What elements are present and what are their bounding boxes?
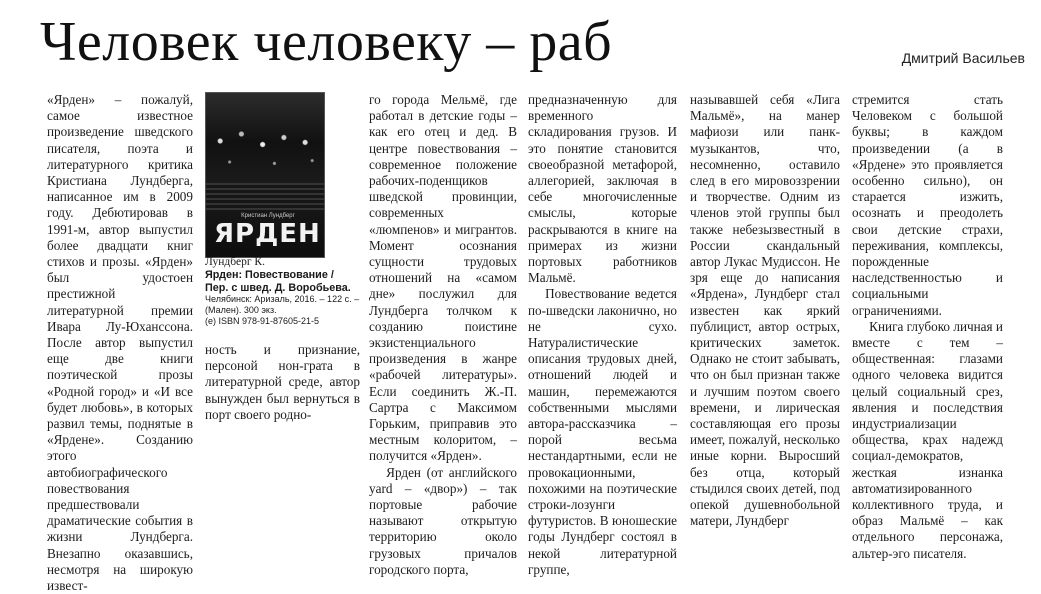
- cover-title: ЯРДЕН: [214, 219, 321, 249]
- port-lights-decoration: [206, 113, 324, 183]
- paragraph: Повествование ведется по-шведски лаконично, но не сухо. Натуралистические описания трудовых дней, отношений людей и машин, перемежаются собственными мыслями автора-рассказчика – порой весьма нестандартными, если не провокационными, похожими на поэтические строки-лозунги футуристов. В юношеские годы Лундберг состоял в некой литературной группе,: [528, 286, 677, 577]
- column-4: [528, 92, 677, 577]
- column-1: [47, 92, 193, 594]
- book-cover-image: [205, 92, 325, 258]
- paragraph: го города Мельмё, где работал в детские годы – как его отец и дед. В центре повествования – современное положение рабочих-поденщиков шведской провинции, современных «люмпенов» и мигрантов. Момент осознания сущности трудовых отношений на «самом дне» послужил для Лундберга толчком к созданию поистине экзистенциального произведения в жанре «рабочей литературы». Если соединить Ж.-П. Сартра с Максимом Горьким, приправив это местным колоритом, – получится «Ярден».: [369, 92, 517, 464]
- book-title: Ярден: Повествование / Пер. с швед. Д. Воробьева.: [205, 269, 351, 294]
- paragraph: ность и признание, персоной нон-грата в литературной среде, автор вынужден был вернуться в порт своего родно-: [205, 342, 360, 422]
- bibliographic-info: [205, 256, 360, 327]
- column-5: [690, 92, 840, 529]
- paragraph: «Ярден» – пожалуй, самое известное произведение шведского писателя, поэта и литературного критика Кристиана Лундберга, написанное им в 2009 году. Дебютировав в 1991-м, автор выпустил более двадцати книг стихов и прозы. «Ярден» был удостоен престижной литературной премии Ивара Лу-Юханссона. После автор выпустил еще две книги поэтической прозы «Родной город» и «И все будет любовь», в которых развил темы, поднятые в «Ярдене». Созданию этого автобиографического повествования предшествовали драматические события в жизни Лундберга. Внезапно оказавшись, несмотря на широкую извест-: [47, 92, 193, 594]
- book-isbn: (е) ISBN 978-91-87605-21-5: [205, 316, 320, 326]
- headline: Человек человеку – раб: [40, 11, 613, 73]
- cover-author-text: Кристиан Лундберг: [241, 213, 295, 219]
- book-imprint: Челябинск: Аризаль, 2016. – 122 с. – (Мален). 300 экз.: [205, 294, 360, 315]
- book-author: Лундберг К.: [205, 256, 265, 268]
- column-2-text: [205, 342, 360, 423]
- paragraph: называвшей себя «Лига Мальмё», на манер мафиози или панк-музыкантов, что, несомненно, оставило след в его мировоззрении и творчестве. Одним из членов этой группы был также небезызвестный в России скандальный автор Лукас Мудиссон. Не зря еще до написания «Ярдена», Лундберг стал известен как яркий публицист, автор острых, критических заметок. Однако не стоит забывать, что он был признан также и лучшим поэтом своего времени, и лирическая составляющая его прозы имеет, пожалуй, несколько иные корни. Выросший без отца, который стыдился своих детей, под опекой душевнобольной матери, Лундберг: [690, 92, 840, 529]
- paragraph: Ярден (от английского yard – «двор») – так портовые рабочие называют открытую территорию около грузовых причалов городского порта,: [369, 464, 517, 577]
- column-2-book-info: [205, 92, 360, 422]
- paragraph: стремится стать Человеком с большой буквы; в каждом произведении (а в «Ярдене» это проявляется особенно сильно), он старается изжить, осознать и преодолеть свои детские страхи, переживания, комплексы, порожденные наследственностью и социальными ограничениями.: [852, 92, 1003, 318]
- column-6: [852, 92, 1003, 561]
- water-reflection-decoration: [206, 183, 324, 211]
- byline: Дмитрий Васильев: [901, 50, 1025, 66]
- paragraph: Книга глубоко личная и вместе с тем – общественная: глазами одного человека видится целый социальный срез, явления и последствия индустриализации общества, крах надежд социал-демократов, жесткая изнанка автоматизированного коллективного труда, и образ Мальмё – как отдельного персонажа, альтер-эго писателя.: [852, 318, 1003, 561]
- column-3: [369, 92, 517, 577]
- paragraph: предназначенную для временного складирования грузов. И это понятие становится своеобразной метафорой, аллегорией, заключая в себе многочисленные смыслы, которые раскрываются в книге на примерах из жизни портовых работников Мальмё.: [528, 92, 677, 286]
